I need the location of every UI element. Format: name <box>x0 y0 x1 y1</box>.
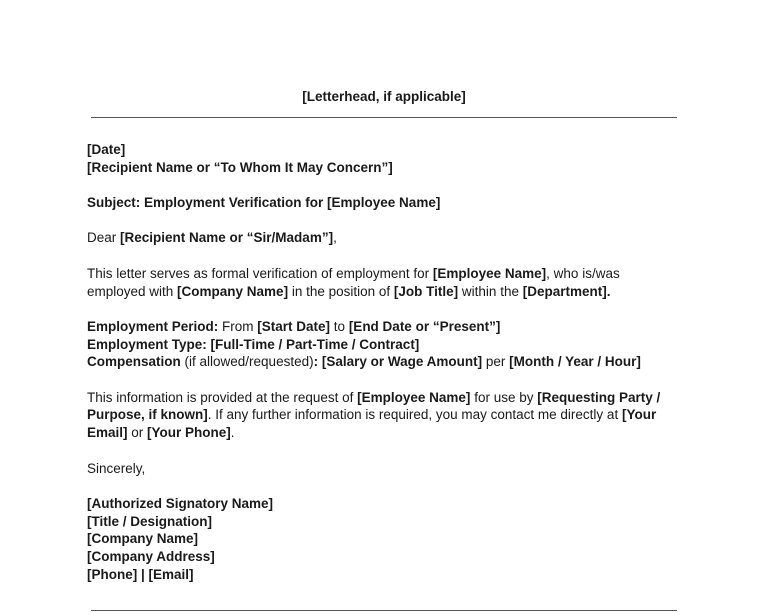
request-paragraph: This information is provided at the request of [Employee Name] for use by [Requesting Party / Purpose, if known]. If any further information is required, you may contact me directly at [Your Email] or [Your Phone]. <box>87 389 661 441</box>
employment-type: Employment Type: [Full-Time / Part-Time / Contract] <box>87 336 420 352</box>
verification-paragraph: This letter serves as formal verification of employment for [Employee Name], who is/was employed with [Company Name] in the position of [Job Title] within the [Department]. <box>87 265 620 299</box>
signatory-name: [Authorized Signatory Name] <box>87 495 274 511</box>
closing: Sincerely, <box>87 460 146 476</box>
date-line: [Date] <box>87 142 126 157</box>
bottom-divider <box>91 610 677 611</box>
letter-body <box>87 141 677 583</box>
signatory-company: [Company Name] <box>87 531 199 547</box>
signatory-title: [Title / Designation] <box>87 513 213 529</box>
employment-period: Employment Period: From [Start Date] to [End Date or “Present”] <box>87 318 501 334</box>
salutation: Dear [Recipient Name or “Sir/Madam”], <box>87 230 337 246</box>
letterhead: [Letterhead, if applicable] <box>302 89 466 104</box>
recipient-line: [Recipient Name or “To Whom It May Concern”] <box>87 159 393 175</box>
signatory-address: [Company Address] <box>87 549 215 565</box>
compensation: Compensation (if allowed/requested): [Salary or Wage Amount] per [Month / Year / Hour] <box>87 354 641 370</box>
signatory-contact: [Phone] | [Email] <box>87 566 194 582</box>
subject-line: Subject: Employment Verification for [Employee Name] <box>87 195 441 211</box>
top-divider <box>91 117 677 118</box>
